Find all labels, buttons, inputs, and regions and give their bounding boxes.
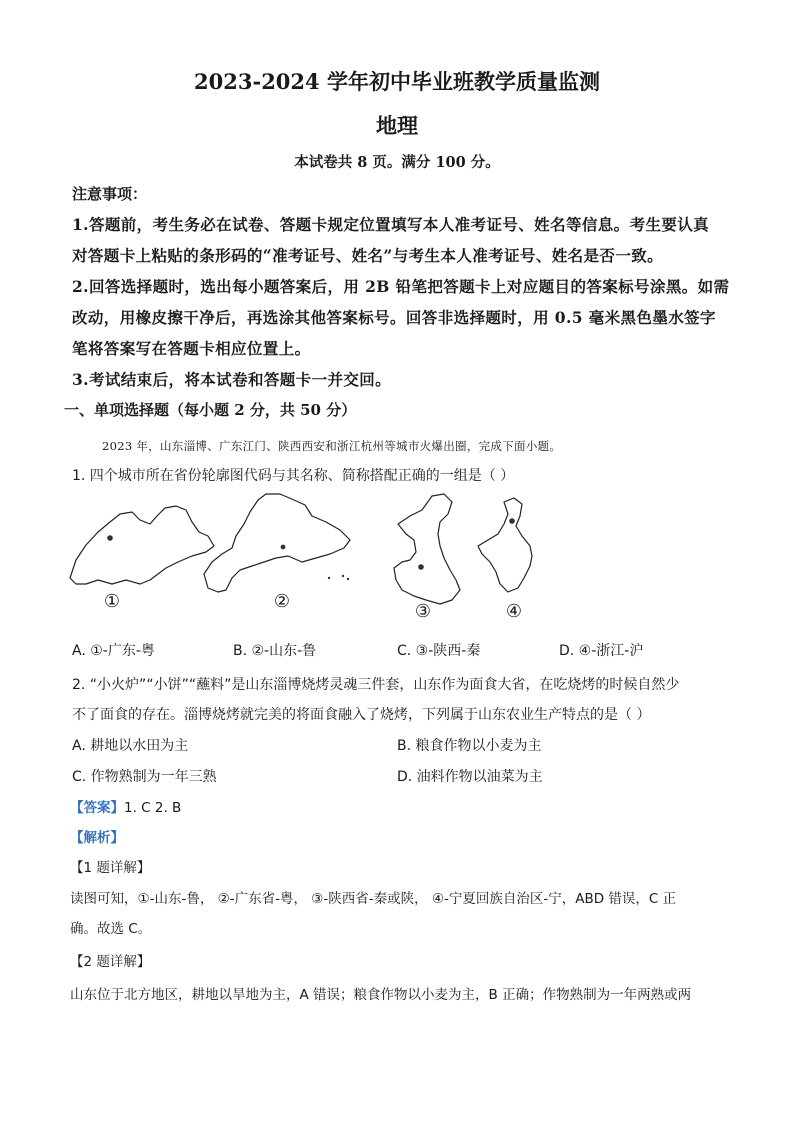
notice-line: 笔将答案写在答题卡相应位置上。 <box>72 339 311 358</box>
detail-1-heading: 【1 题详解】 <box>70 860 151 876</box>
province-map-1-shandong <box>70 506 214 584</box>
q1-option-d: D. ④-浙江-沪 <box>559 643 644 659</box>
detail-2-line: 山东位于北方地区，耕地以旱地为主，A 错误；粮食作物以小麦为主，B 正确；作物熟制为一年两熟或两 <box>70 987 692 1003</box>
page-count-note: 本试卷共 8 页。满分 100 分。 <box>294 154 500 171</box>
question-2-stem-line: 2. “小火炉”“小饼”“蘸料”是山东淄博烧烤灵魂三件套，山东作为面食大省，在吃烧烤的时候自然少 <box>72 677 680 693</box>
exam-title: 2023-2024 学年初中毕业班教学质量监测 <box>194 69 600 94</box>
city-dot-xian <box>418 564 424 570</box>
island-dot <box>328 577 330 579</box>
q2-option-b: B. 粮食作物以小麦为主 <box>397 738 542 754</box>
q1-option-a: A. ①-广东-粤 <box>72 643 155 659</box>
q1-option-c: C. ③-陕西-秦 <box>397 643 481 659</box>
province-map-3-shaanxi <box>394 494 460 604</box>
map-label-1: ① <box>103 591 121 612</box>
answer-values: 1. C 2. B <box>124 800 182 816</box>
city-dot-jiangmen <box>281 545 286 550</box>
detail-1-line: 读图可知，①-山东-鲁， ②-广东省-粤， ③-陕西省-秦或陕， ④-宁夏回族自治区-宁，ABD 错误，C 正 <box>70 891 677 907</box>
q1-option-b: B. ②-山东-鲁 <box>233 643 317 659</box>
city-dot-zibo <box>107 535 113 541</box>
detail-2-heading: 【2 题详解】 <box>70 954 151 970</box>
analysis-tag: 【解析】 <box>70 830 124 846</box>
section-title: 一、单项选择题（每小题 2 分，共 50 分） <box>64 401 357 419</box>
section-intro: 2023 年，山东淄博、广东江门、陕西西安和浙江杭州等城市火爆出圈，完成下面小题。 <box>102 439 562 453</box>
city-dot-ningxia <box>509 518 515 524</box>
answer-line <box>70 796 181 816</box>
notice-line: 3.考试结束后，将本试卷和答题卡一并交回。 <box>72 370 392 389</box>
island-dot <box>342 575 344 577</box>
island-dot <box>347 578 349 580</box>
notice-line: 1.答题前，考生务必在试卷、答题卡规定位置填写本人准考证号、姓名等信息。考生要认真 <box>72 215 710 234</box>
question-1-stem: 1. 四个城市所在省份轮廓图代码与其名称、简称搭配正确的一组是（ ） <box>72 468 515 484</box>
notice-line: 2.回答选择题时，选出每小题答案后，用 2B 铅笔把答题卡上对应题目的答案标号涂黑。如需 <box>72 277 730 296</box>
q2-option-d: D. 油料作物以油菜为主 <box>397 769 543 785</box>
notice-heading: 注意事项： <box>72 185 148 203</box>
answer-tag: 【答案】 <box>70 800 124 816</box>
map-label-3: ③ <box>414 601 432 622</box>
detail-1-line: 确。故选 C。 <box>70 921 152 937</box>
question-2-stem-line: 不了面食的存在。淄博烧烤就完美的将面食融入了烧烤，下列属于山东农业生产特点的是（ ） <box>72 707 651 723</box>
map-label-4: ④ <box>505 601 523 622</box>
province-map-4-ningxia <box>478 498 532 592</box>
notice-line: 对答题卡上粘贴的条形码的“准考证号、姓名”与考生本人准考证号、姓名是否一致。 <box>72 246 664 265</box>
map-label-2: ② <box>273 591 291 612</box>
q2-option-a: A. 耕地以水田为主 <box>72 738 189 754</box>
subject-title: 地理 <box>376 113 418 138</box>
q2-option-c: C. 作物熟制为一年三熟 <box>72 769 217 785</box>
notice-line: 改动，用橡皮擦干净后，再选涂其他答案标号。回答非选择题时，用 0.5 毫米黑色墨水签字 <box>72 308 716 327</box>
